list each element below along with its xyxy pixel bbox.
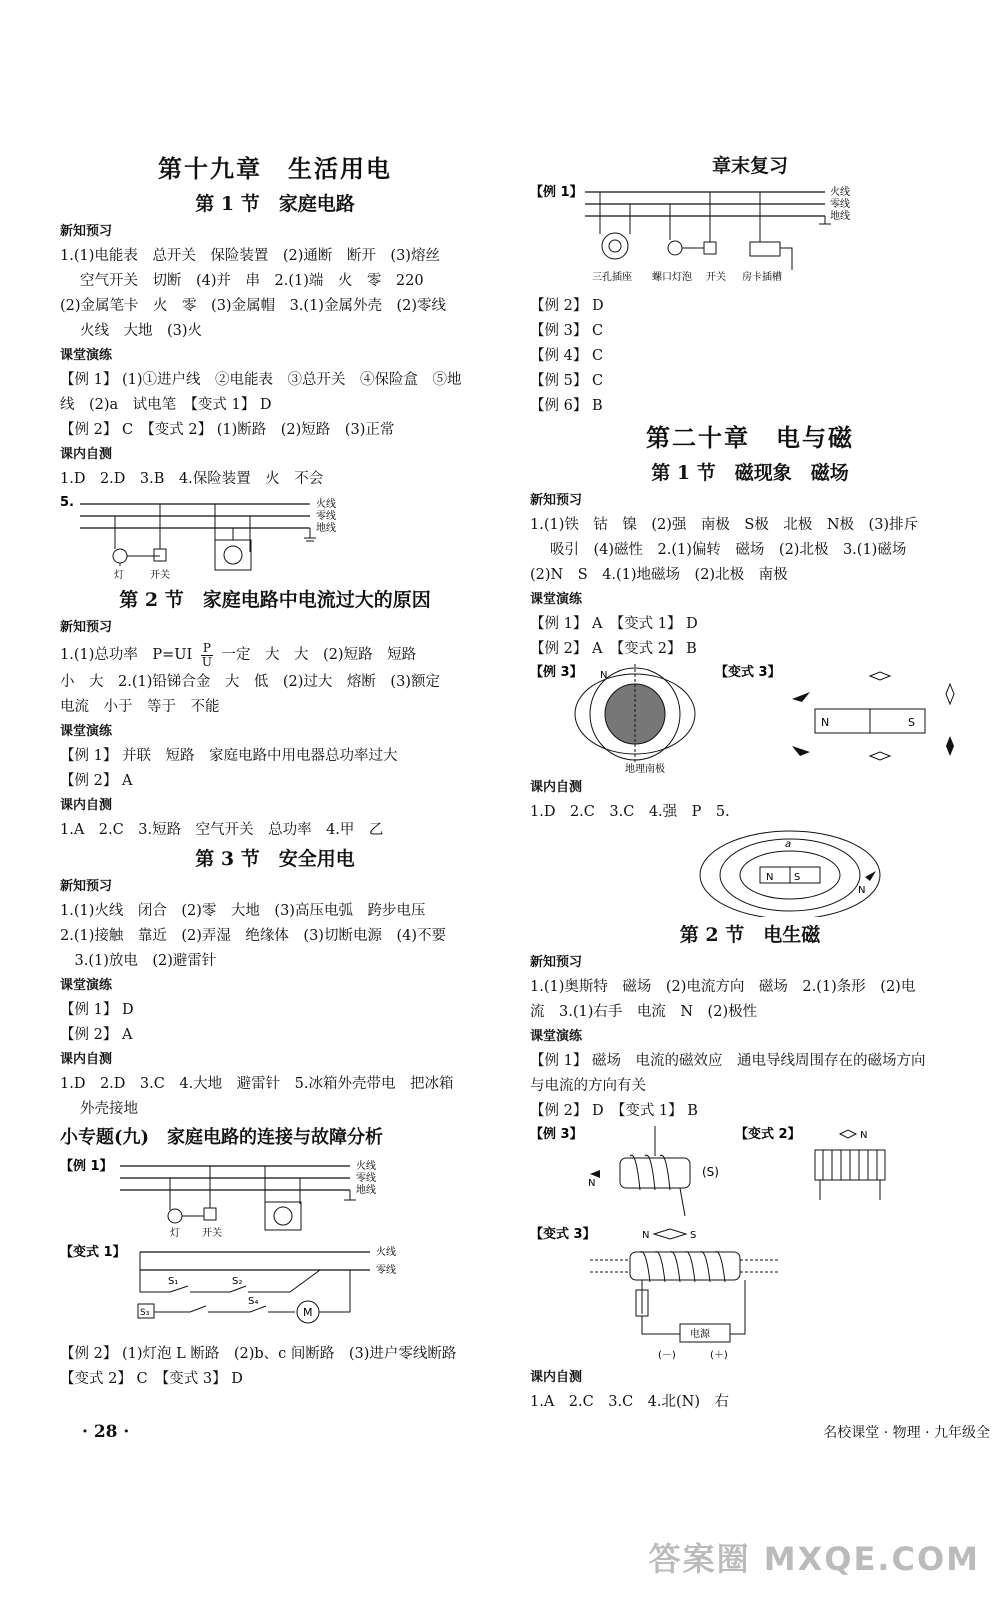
answer-line: 【例 2】 A 【变式 2】 B <box>530 641 697 657</box>
plus-label: (＋) <box>710 1350 728 1361</box>
heading-class-practice: 课堂演练 <box>60 978 113 993</box>
n-label: N <box>600 670 608 681</box>
socket-icon <box>265 1202 301 1230</box>
answer-line: 【例 4】 C <box>530 348 604 364</box>
wire-fire-label: 火线 <box>830 187 850 198</box>
fraction: $\frac{P}{U}$ <box>201 640 212 669</box>
answer-line: 电流 小于 等于 不能 <box>60 699 220 715</box>
answer-text: 一定 大 大 (2)短路 短路 <box>221 647 417 663</box>
wire-zero-label: 零线 <box>356 1173 376 1184</box>
answer-line: 1.(1)火线 闭合 (2)零 大地 (3)高压电弧 跨步电压 <box>60 903 426 919</box>
wire-zero-label: 零线 <box>830 199 850 210</box>
answer-line: 【例 1】 A 【变式 1】 D <box>530 616 698 632</box>
heading-class-practice: 课堂演练 <box>60 348 113 363</box>
section-3-title: 第 3 节 安全用电 <box>195 848 355 870</box>
answer-line: 【例 1】 并联 短路 家庭电路中用电器总功率过大 <box>60 748 398 764</box>
answer-line: 1.(1)电能表 总开关 保险装置 (2)通断 断开 (3)熔丝 <box>60 248 440 264</box>
compass-needle-icon <box>946 736 954 756</box>
heading-class-practice: 课堂演练 <box>530 1029 583 1044</box>
answer-line: 【例 2】 A <box>60 773 133 789</box>
section-1-title: 第 1 节 家庭电路 <box>195 193 355 215</box>
heading-preview: 新知预习 <box>530 493 583 508</box>
wire-ground-label: 地线 <box>830 211 850 222</box>
power-label: 电源 <box>690 1329 710 1340</box>
heading-preview: 新知预习 <box>60 879 113 894</box>
answer-line: 1.D 2.D 3.C 4.大地 避雷针 5.冰箱外壳带电 把冰箱 <box>60 1076 454 1092</box>
bar-magnet-field-lines <box>530 827 970 917</box>
review-ex1-label: 【例 1】 <box>530 185 583 200</box>
compass-n-label: N <box>858 885 866 896</box>
three-hole-socket-icon <box>602 233 628 259</box>
review-title: 章末复习 <box>711 155 788 177</box>
heading-self-test: 课内自测 <box>60 1052 113 1067</box>
answer-line: 【例 3】 C <box>530 323 604 339</box>
circuit-diagram-topic-var1 <box>60 1242 480 1340</box>
answer-line: 1.A 2.C 3.短路 空气开关 总功率 4.甲 乙 <box>60 822 384 838</box>
compass-needle-icon <box>590 1170 600 1178</box>
geo-south-label: 地理南极 <box>625 764 665 774</box>
s1-var3-label: 【变式 3】 <box>715 665 781 680</box>
right-column <box>530 150 970 1415</box>
heading-class-practice: 课堂演练 <box>530 592 583 607</box>
series-footer: 名校课堂 · 物理 · 九年级全 <box>823 1425 990 1441</box>
solenoid-circuit-var3 <box>530 1224 970 1364</box>
compass-needle-icon <box>792 692 810 702</box>
lamp-icon <box>113 549 127 563</box>
q5-label: 5. <box>60 495 74 510</box>
solenoid-icon <box>620 1158 690 1188</box>
switch-icon <box>704 242 716 254</box>
switch-label: 开关 <box>706 272 726 283</box>
answer-line: 【例 1】 D <box>60 1002 134 1018</box>
switch-icon <box>154 549 166 561</box>
s2-var3-label: 【变式 3】 <box>530 1227 596 1242</box>
heading-self-test: 课内自测 <box>60 447 113 462</box>
topic-var1-label: 【变式 1】 <box>60 1245 126 1260</box>
chapter-20-title: 第二十章 电与磁 <box>646 423 854 452</box>
answer-line: 线 (2)a 试电笔 【变式 1】 D <box>60 397 272 413</box>
heading-preview: 新知预习 <box>60 620 113 635</box>
answer-line: 【例 2】 (1)灯泡 L 断路 (2)b、c 间断路 (3)进户零线断路 <box>60 1346 457 1362</box>
compass-n-label: N <box>860 1130 868 1141</box>
s2-label: S₂ <box>232 1276 243 1287</box>
solenoid-figures <box>530 1126 970 1222</box>
answer-line: 1.D 2.C 3.C 4.强 P 5. <box>530 804 730 820</box>
minus-label: (－) <box>658 1350 676 1361</box>
switch-label: 开关 <box>150 570 170 581</box>
answer-line: 【例 2】 A <box>60 1027 133 1043</box>
wire-fire-label: 火线 <box>356 1161 376 1172</box>
answer-line: (2)金属笔卡 火 零 (3)金属帽 3.(1)金属外壳 (2)零线 <box>60 298 446 314</box>
compass-needle-icon <box>870 672 890 680</box>
heading-preview: 新知预习 <box>530 955 583 970</box>
chapter-19-title: 第十九章 生活用电 <box>158 154 392 183</box>
wire-ground-label: 地线 <box>316 523 336 534</box>
section-1-title: 第 1 节 磁现象 磁场 <box>651 462 849 484</box>
card-slot-label: 房卡插槽 <box>742 272 782 283</box>
compass-s-label: S <box>690 1230 697 1241</box>
circuit-diagram-q5 <box>60 494 360 582</box>
magnet-n-label: N <box>821 716 830 729</box>
heading-class-practice: 课堂演练 <box>60 724 113 739</box>
answer-line: 2.(1)接触 靠近 (2)弄湿 绝缘体 (3)切断电源 (4)不要 <box>60 928 446 944</box>
wire-fire-label: 火线 <box>316 499 336 510</box>
switch-icon <box>204 1208 216 1220</box>
answer-line: 空气开关 切断 (4)并 串 2.(1)端 火 零 220 <box>80 273 424 289</box>
card-slot-icon <box>750 242 780 256</box>
answer-line: 外壳接地 <box>80 1101 138 1117</box>
circuit-diagram-topic-ex1 <box>60 1156 480 1240</box>
socket3-label: 三孔插座 <box>592 272 632 283</box>
compass-needle-icon <box>792 746 810 756</box>
heading-self-test: 课内自测 <box>60 798 113 813</box>
lamp-icon <box>168 1209 182 1223</box>
heading-self-test: 课内自测 <box>530 780 583 795</box>
s1-ex3-label: 【例 3】 <box>530 665 583 680</box>
compass-n-label: N <box>642 1230 650 1241</box>
point-a-label: a <box>785 839 792 850</box>
s3-label: S₃ <box>140 1308 150 1318</box>
motor-label: M <box>303 1306 313 1319</box>
answer-line: 1.A 2.C 3.C 4.北(N) 右 <box>530 1394 729 1410</box>
left-column <box>60 150 490 1392</box>
s4-label: S₄ <box>248 1296 259 1307</box>
socket-icon <box>215 540 251 570</box>
compass-needle-icon <box>870 752 890 760</box>
compass-n-label: N <box>588 1178 596 1189</box>
answer-line: 1.(1)铁 钴 镍 (2)强 南极 S极 北极 N极 (3)排斥 <box>530 517 919 533</box>
answer-line: 1.(1)奥斯特 磁场 (2)电流方向 磁场 2.(1)条形 (2)电 <box>530 979 916 995</box>
answer-line: 【变式 2】 C 【变式 3】 D <box>60 1371 243 1387</box>
wire-zero-label: 零线 <box>316 511 336 522</box>
answer-line: 小 大 2.(1)铅锑合金 大 低 (2)过大 熔断 (3)额定 <box>60 674 440 690</box>
lamp-label: 灯 <box>170 1228 180 1239</box>
answer-line: (2)N S 4.(1)地磁场 (2)北极 南极 <box>530 567 788 583</box>
section-2-title: 第 2 节 电生磁 <box>679 924 821 946</box>
topic-title: 小专题(九) 家庭电路的连接与故障分析 <box>60 1127 384 1148</box>
lamp-label: 灯 <box>114 570 124 581</box>
wire-ground-label: 地线 <box>356 1185 376 1196</box>
compass-needle-icon <box>865 871 876 881</box>
wire-zero-label: 零线 <box>376 1265 396 1276</box>
switch-label: 开关 <box>202 1228 222 1239</box>
compass-needle-icon <box>840 1130 856 1138</box>
s1-label: S₁ <box>168 1276 179 1287</box>
answer-line <box>60 640 490 670</box>
wire-fire-label: 火线 <box>376 1247 396 1258</box>
answer-line: 【例 6】 B <box>530 398 603 414</box>
answer-line: 火线 大地 (3)火 <box>80 323 203 339</box>
answer-line: 【例 1】 磁场 电流的磁效应 通电导线周围存在的磁场方向 <box>530 1053 926 1069</box>
answer-line: 【例 2】 C 【变式 2】 (1)断路 (2)短路 (3)正常 <box>60 422 395 438</box>
watermark: 答案圈 MXQE.COM <box>648 1540 980 1578</box>
s-paren-label: (S) <box>702 1165 719 1179</box>
solenoid-icon <box>630 1252 740 1280</box>
answer-line: 【例 2】 D 【变式 1】 B <box>530 1103 698 1119</box>
s2-ex3-label: 【例 3】 <box>530 1127 583 1142</box>
answer-line: 【例 1】 (1)①进户线 ②电能表 ③总开关 ④保险盒 ⑤地 <box>60 372 462 388</box>
magnet-s-label: S <box>908 716 915 729</box>
answer-line: 1.D 2.D 3.B 4.保险装置 火 不会 <box>60 471 324 487</box>
answer-line: 吸引 (4)磁性 2.(1)偏转 磁场 (2)北极 3.(1)磁场 <box>550 542 907 558</box>
answer-line: 【例 5】 C <box>530 373 604 389</box>
answer-line: 3.(1)放电 (2)避雷针 <box>60 953 217 969</box>
magnet-s-label: S <box>794 872 801 883</box>
s2-var2-label: 【变式 2】 <box>735 1127 801 1142</box>
heading-preview: 新知预习 <box>60 224 113 239</box>
formula-text: 1.(1)总功率 P=UI <box>60 647 193 663</box>
magnetism-figures-ex3 <box>530 664 970 774</box>
screw-lamp-label: 螺口灯泡 <box>652 272 692 283</box>
answer-line: 【例 2】 D <box>530 298 604 314</box>
compass-needle-icon <box>654 1229 686 1239</box>
page-number: · 28 · <box>82 1422 130 1442</box>
answer-line: 与电流的方向有关 <box>530 1078 646 1094</box>
heading-self-test: 课内自测 <box>530 1370 583 1385</box>
compass-needle-icon <box>946 684 954 704</box>
magnet-n-label: N <box>766 872 774 883</box>
answer-line: 流 3.(1)右手 电流 N (2)极性 <box>530 1004 758 1020</box>
circuit-diagram-review-ex1 <box>530 184 890 292</box>
topic-ex1-label: 【例 1】 <box>60 1159 113 1174</box>
section-2-title: 第 2 节 家庭电路中电流过大的原因 <box>119 589 431 611</box>
screw-lamp-icon <box>668 241 682 255</box>
